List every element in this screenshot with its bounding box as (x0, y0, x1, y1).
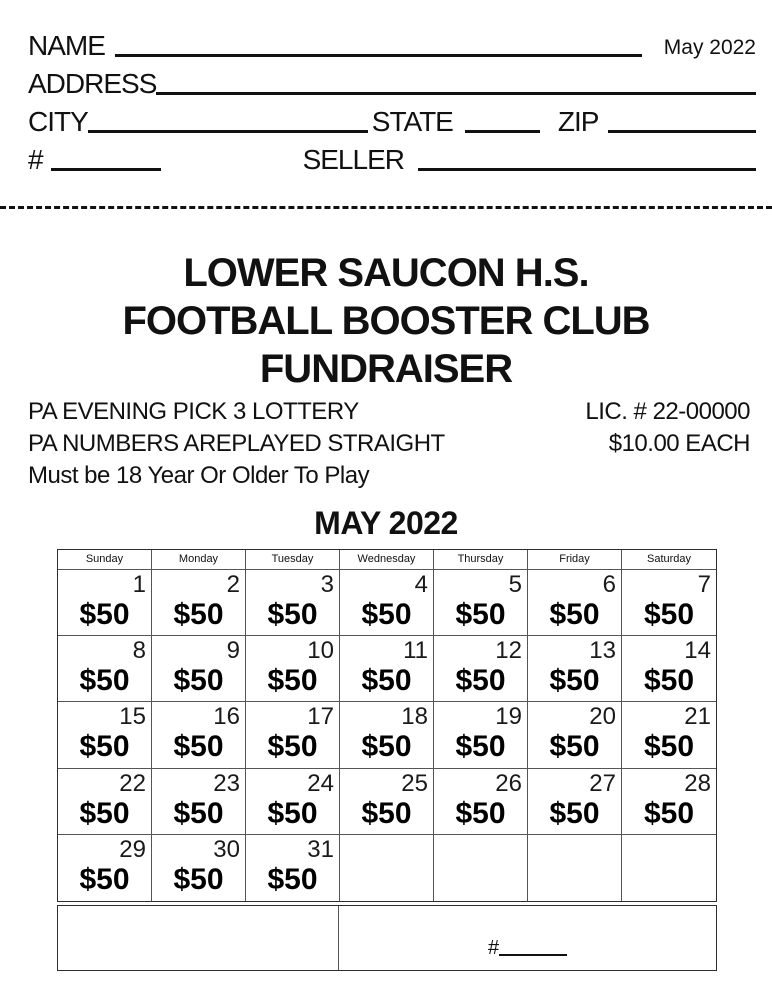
day-number: 31 (307, 835, 334, 863)
prize-amount: $50 (455, 796, 506, 830)
day-header-saturday: Saturday (622, 550, 716, 570)
day-number: 13 (589, 637, 616, 665)
calendar-day-cell-12 (434, 636, 528, 702)
calendar-day-cell-31 (246, 835, 340, 901)
prize-amount (340, 836, 433, 901)
day-number: 14 (684, 637, 711, 665)
prize-amount: $50 (643, 664, 695, 698)
state-blank-line (465, 130, 540, 133)
month-note: May 2022 (663, 35, 756, 59)
calendar-title: MAY 2022 (314, 505, 458, 541)
calendar-day-cell-15 (58, 702, 152, 768)
age-requirement-text: Must be 18 Year Or Older To Play (28, 462, 370, 489)
seller-blank-line (418, 168, 756, 171)
day-number: 7 (697, 571, 711, 598)
day-number: 4 (414, 571, 428, 598)
day-number: 20 (589, 703, 616, 731)
city-blank-line (88, 130, 368, 133)
ticket-stub-form (28, 22, 756, 174)
calendar-day-cell-6 (528, 570, 622, 636)
calendar-day-cell-17 (246, 702, 340, 768)
ticket-number-label: # (28, 143, 43, 175)
calendar-day-cell-3 (246, 570, 340, 636)
footer-number-blank-line (499, 954, 567, 956)
prize-amount: $50 (79, 598, 130, 631)
day-number: 17 (307, 703, 334, 731)
prize-amount: $50 (173, 664, 224, 698)
calendar-day-cell-18 (340, 702, 434, 768)
prize-amount: $50 (79, 664, 130, 698)
calendar-day-cell-22 (58, 769, 152, 835)
prize-amount: $50 (455, 664, 506, 698)
prize-amount: $50 (267, 862, 318, 896)
calendar-day-cell-19 (434, 702, 528, 768)
footer-number-cell (339, 906, 716, 970)
day-header-monday: Monday (152, 550, 246, 570)
details-row-3 (28, 460, 750, 492)
prize-amount: $50 (643, 796, 695, 830)
seller-label: SELLER (302, 143, 404, 175)
calendar-day-cell-8 (58, 636, 152, 702)
prize-amount: $50 (455, 598, 506, 631)
name-label: NAME (28, 29, 105, 61)
day-number: 27 (589, 769, 616, 797)
zip-label: ZIP (557, 105, 599, 137)
city-state-zip-row (28, 98, 756, 136)
prize-amount: $50 (173, 862, 224, 896)
calendar-day-cell-29 (58, 835, 152, 901)
day-header-thursday: Thursday (434, 550, 528, 570)
calendar-day-cell-1 (58, 570, 152, 636)
day-number: 25 (401, 769, 428, 797)
day-number: 19 (495, 703, 522, 731)
prize-amount: $50 (267, 598, 318, 631)
prize-amount: $50 (361, 730, 412, 764)
address-blank-line (156, 92, 756, 95)
calendar-day-cell-30 (152, 835, 246, 901)
prize-amount: $50 (361, 598, 412, 631)
address-row (28, 60, 756, 98)
prize-amount: $50 (361, 664, 412, 698)
main-title (0, 249, 772, 393)
prize-amount: $50 (455, 730, 506, 764)
calendar-day-cell-9 (152, 636, 246, 702)
prize-amount: $50 (79, 862, 130, 896)
prize-amount: $50 (79, 796, 130, 830)
title-line-2: FOOTBALL BOOSTER CLUB (122, 299, 650, 343)
details-row-2 (28, 428, 750, 460)
day-number: 3 (320, 571, 334, 598)
prize-amount: $50 (549, 598, 600, 631)
calendar-footer-row (57, 905, 717, 971)
calendar-day-cell-10 (246, 636, 340, 702)
license-number-text: LIC. # 22-00000 (585, 398, 750, 425)
name-blank-line (115, 54, 642, 57)
calendar-day-cell-16 (152, 702, 246, 768)
prize-amount (528, 836, 621, 901)
day-number: 2 (226, 571, 240, 598)
ticket-number-blank-line (51, 168, 161, 171)
day-number: 18 (401, 703, 428, 731)
footer-empty-cell (58, 906, 339, 970)
prize-amount: $50 (173, 730, 224, 764)
day-number: 28 (684, 769, 711, 797)
calendar-day-cell-27 (528, 769, 622, 835)
calendar-empty-cell (340, 835, 434, 901)
perforation-dashed-line (0, 206, 772, 209)
day-header-wednesday: Wednesday (340, 550, 434, 570)
day-number: 1 (132, 571, 146, 598)
number-seller-row (28, 136, 756, 174)
calendar-day-cell-20 (528, 702, 622, 768)
details-row-1 (28, 396, 750, 428)
day-number: 16 (213, 703, 240, 731)
calendar-day-cell-4 (340, 570, 434, 636)
prize-amount: $50 (173, 598, 224, 631)
day-number: 9 (226, 637, 240, 665)
calendar-day-cell-23 (152, 769, 246, 835)
prize-amount: $50 (643, 730, 695, 764)
day-number: 10 (307, 637, 334, 665)
city-label: CITY (28, 105, 88, 137)
prize-amount (622, 836, 716, 901)
calendar-empty-cell (528, 835, 622, 901)
day-header-friday: Friday (528, 550, 622, 570)
name-row (28, 22, 756, 60)
prize-amount: $50 (361, 796, 412, 830)
day-header-sunday: Sunday (58, 550, 152, 570)
calendar-day-cell-28 (622, 769, 716, 835)
day-header-tuesday: Tuesday (246, 550, 340, 570)
title-line-3: FUNDRAISER (259, 347, 513, 391)
day-number: 26 (495, 769, 522, 797)
day-number: 23 (213, 769, 240, 797)
prize-amount: $50 (79, 730, 130, 764)
day-number: 24 (307, 769, 334, 797)
calendar-day-cell-25 (340, 769, 434, 835)
zip-blank-line (608, 130, 756, 133)
title-line-1: LOWER SAUCON H.S. (183, 251, 589, 295)
footer-number-label: # (487, 937, 500, 959)
calendar-day-cell-14 (622, 636, 716, 702)
calendar-day-cell-24 (246, 769, 340, 835)
day-number: 29 (119, 835, 146, 863)
calendar-empty-cell (622, 835, 716, 901)
state-label: STATE (371, 105, 453, 137)
calendar-grid (57, 549, 717, 902)
day-number: 8 (132, 637, 146, 665)
calendar-day-cell-7 (622, 570, 716, 636)
calendar-day-cell-2 (152, 570, 246, 636)
prize-amount: $50 (549, 664, 600, 698)
day-number: 6 (602, 571, 616, 598)
prize-amount: $50 (267, 796, 318, 830)
day-number: 12 (495, 637, 522, 665)
address-label: ADDRESS (28, 67, 157, 99)
lottery-details (28, 396, 750, 492)
day-number: 30 (213, 835, 240, 863)
prize-amount: $50 (643, 598, 695, 631)
prize-amount: $50 (549, 730, 600, 764)
prize-amount: $50 (173, 796, 224, 830)
prize-amount: $50 (549, 796, 600, 830)
day-number: 11 (403, 637, 428, 665)
calendar-day-cell-26 (434, 769, 528, 835)
day-number: 22 (119, 769, 146, 797)
calendar-day-cell-13 (528, 636, 622, 702)
calendar-day-cell-5 (434, 570, 528, 636)
day-number: 5 (508, 571, 522, 598)
day-number: 15 (119, 703, 146, 731)
prize-amount: $50 (267, 730, 318, 764)
calendar-empty-cell (434, 835, 528, 901)
numbers-played-text: PA NUMBERS AREPLAYED STRAIGHT (28, 430, 445, 457)
calendar-day-cell-21 (622, 702, 716, 768)
prize-amount (434, 836, 527, 901)
prize-amount: $50 (267, 664, 318, 698)
lottery-type-text: PA EVENING PICK 3 LOTTERY (28, 398, 359, 425)
day-number: 21 (684, 703, 711, 731)
calendar-day-cell-11 (340, 636, 434, 702)
price-text: $10.00 EACH (608, 430, 750, 457)
